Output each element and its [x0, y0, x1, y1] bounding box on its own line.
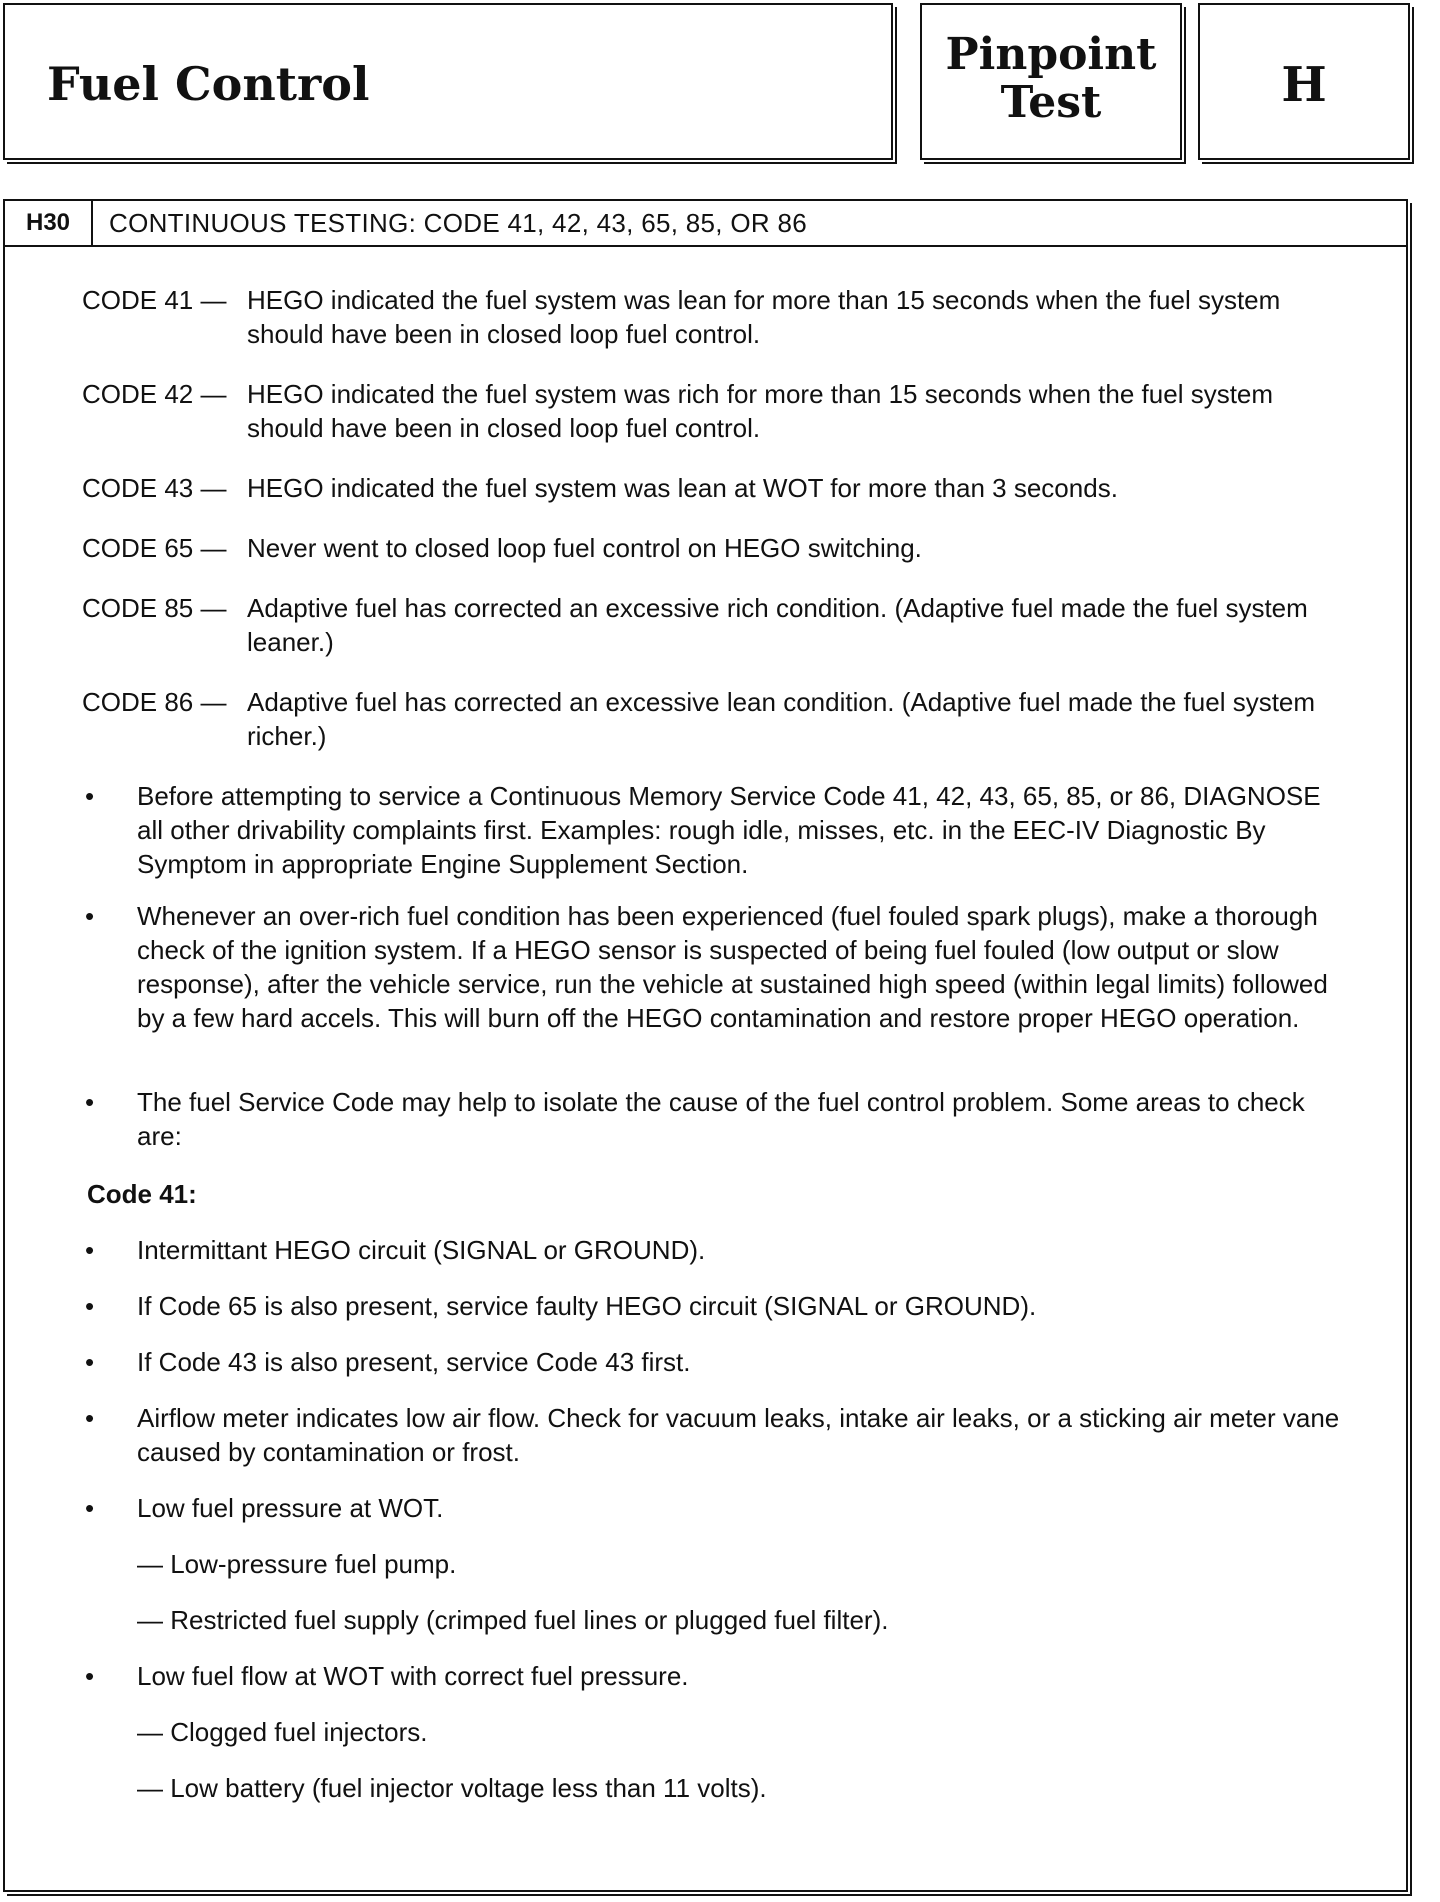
code-entry: [82, 283, 1342, 351]
code-description: Adaptive fuel has corrected an excessive lean condition. (Adaptive fuel made the fuel system richer.): [247, 687, 1316, 751]
check-item: [85, 1289, 1345, 1323]
note-item: [85, 1085, 1345, 1153]
code-description: HEGO indicated the fuel system was lean for more than 15 seconds when the fuel system should have been in closed loop fuel control.: [247, 285, 1281, 349]
bullet-icon: •: [85, 901, 95, 931]
step-title: CONTINUOUS TESTING: CODE 41, 42, 43, 65, 85, OR 86: [109, 207, 807, 238]
code-label: CODE 43 —: [82, 473, 227, 503]
sub-check-item: — Restricted fuel supply (crimped fuel lines or plugged fuel filter).: [137, 1605, 889, 1635]
check-text: Low fuel pressure at WOT.: [137, 1493, 444, 1523]
check-text: Airflow meter indicates low air flow. Check for vacuum leaks, intake air leaks, or a sticking air meter vane caused by contamination or frost.: [137, 1403, 1340, 1467]
check-item: [85, 1659, 1345, 1693]
code-entry: [82, 685, 1342, 753]
check-text: If Code 65 is also present, service faulty HEGO circuit (SIGNAL or GROUND).: [137, 1291, 1037, 1321]
note-text: Before attempting to service a Continuous Memory Service Code 41, 42, 43, 65, 85, or 86, DIAGNOSE all other drivability complaints first. Examples: rough idle, misses, etc. in the EEC-IV Diagnostic By Symptom in appropriate Engine Supplement Section.: [137, 781, 1321, 879]
sub-check-item: — Low-pressure fuel pump.: [137, 1549, 457, 1579]
code-description: Never went to closed loop fuel control on HEGO switching.: [247, 533, 922, 563]
bullet-icon: •: [85, 1087, 95, 1117]
step-id: H30: [5, 201, 93, 245]
test-letter-box: [1198, 3, 1410, 160]
code-description: Adaptive fuel has corrected an excessive rich condition. (Adaptive fuel made the fuel system leaner.): [247, 593, 1308, 657]
bullet-icon: •: [85, 781, 95, 811]
note-item: [85, 779, 1345, 881]
bullet-icon: •: [85, 1493, 95, 1523]
bullet-icon: •: [85, 1661, 95, 1691]
test-type-line1: Pinpoint: [945, 29, 1157, 80]
check-text: If Code 43 is also present, service Code 43 first.: [137, 1347, 691, 1377]
code-entry: [82, 591, 1342, 659]
check-item: [85, 1491, 1345, 1525]
step-header: [5, 201, 1406, 247]
section-heading: Code 41:: [87, 1179, 197, 1209]
code-label: CODE 85 —: [82, 593, 227, 623]
check-item: [85, 1233, 1345, 1267]
code-entry: [82, 531, 1342, 565]
bullet-icon: •: [85, 1291, 95, 1321]
test-type-label: [922, 31, 1180, 127]
bullet-icon: •: [85, 1347, 95, 1377]
check-item: [85, 1345, 1345, 1379]
code-label: CODE 41 —: [82, 285, 227, 315]
test-type-line2: Test: [1000, 77, 1102, 128]
note-item: [85, 899, 1345, 1035]
page-title: Fuel Control: [47, 57, 370, 111]
sub-check-item: — Clogged fuel injectors.: [137, 1717, 428, 1747]
step-panel: [3, 199, 1408, 1892]
test-type-box: [920, 3, 1182, 160]
note-text: The fuel Service Code may help to isolate the cause of the fuel control problem. Some areas to check are:: [137, 1087, 1305, 1151]
sub-check-item: — Low battery (fuel injector voltage less than 11 volts).: [137, 1773, 767, 1803]
code-entry: [82, 377, 1342, 445]
title-box: [3, 3, 893, 160]
code-entry: [82, 471, 1342, 505]
code-description: HEGO indicated the fuel system was rich for more than 15 seconds when the fuel system should have been in closed loop fuel control.: [247, 379, 1274, 443]
test-letter: H: [1281, 57, 1327, 113]
check-text: Intermittant HEGO circuit (SIGNAL or GROUND).: [137, 1235, 706, 1265]
check-item: [85, 1401, 1345, 1469]
code-label: CODE 42 —: [82, 379, 227, 409]
code-label: CODE 65 —: [82, 533, 227, 563]
check-text: Low fuel flow at WOT with correct fuel pressure.: [137, 1661, 689, 1691]
code-description: HEGO indicated the fuel system was lean at WOT for more than 3 seconds.: [247, 473, 1118, 503]
note-text: Whenever an over-rich fuel condition has been experienced (fuel fouled spark plugs), make a thorough check of the ignition system. If a HEGO sensor is suspected of being fuel fouled (low output or slow response), after the vehicle service, run the vehicle at sustained high speed (within legal limits) followed by a few hard accels. This will burn off the HEGO contamination and restore proper HEGO operation.: [137, 901, 1328, 1033]
bullet-icon: •: [85, 1235, 95, 1265]
code-label: CODE 86 —: [82, 687, 227, 717]
bullet-icon: •: [85, 1403, 95, 1433]
